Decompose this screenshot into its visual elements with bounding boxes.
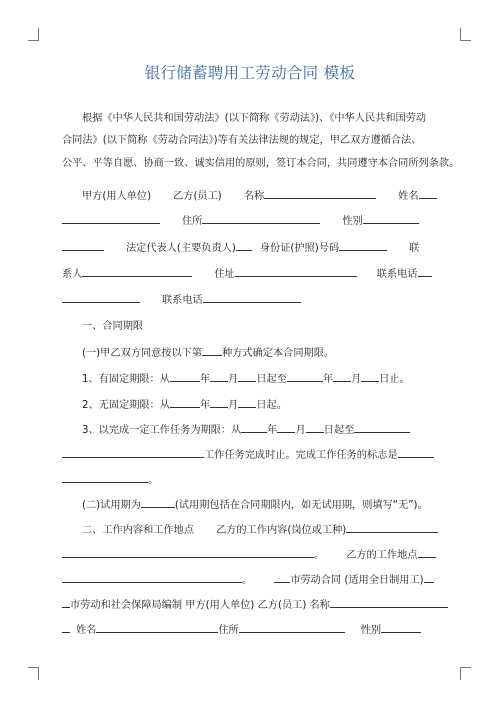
- full-name-label: 姓名: [398, 191, 419, 202]
- party-b-label: 乙方(员工): [173, 191, 222, 202]
- year-label: 年: [199, 374, 211, 385]
- period-mark-2: 。: [314, 550, 325, 561]
- term-open: [82, 397, 462, 413]
- contact-label-b: 系人: [62, 269, 83, 280]
- contact-blank[interactable]: [82, 266, 192, 277]
- phone-label-1: 联系电话: [376, 269, 418, 280]
- footer-row-2: [62, 597, 442, 613]
- footer-compiler-label: 市劳动和社会保障局编制 甲方(用人单位) 乙方(员工) 名称: [70, 600, 330, 611]
- footer-row-1: [62, 572, 442, 588]
- preamble-line-2: 合同法》(以下简称《劳动合同法》)等有关法律法规的规定，甲乙双方遵循合法、: [62, 135, 422, 146]
- day-from-label-2: 日起至: [323, 425, 355, 436]
- footer-gender-label: 性别: [360, 625, 382, 636]
- blank-1[interactable]: [62, 213, 160, 224]
- name-blank[interactable]: [264, 188, 376, 199]
- party-row-5: [62, 292, 442, 308]
- task-day-blank[interactable]: [306, 422, 324, 433]
- phone-blank-2[interactable]: [203, 292, 301, 303]
- trial-period: [82, 497, 462, 513]
- month-label: 月: [228, 374, 239, 385]
- legal-rep-label: 法定代表人(主要负责人): [126, 243, 236, 254]
- period-mark: 。: [148, 475, 159, 486]
- task-completion: [62, 447, 442, 463]
- year-label-4: 年: [267, 425, 278, 436]
- residence-label: 住所: [182, 216, 203, 227]
- section-2-heading: 二、工作内容和工作地点: [82, 525, 195, 536]
- term-intro: [82, 345, 462, 361]
- trial-note: (试用期包括在合同期限内，如无试用期，则填写“无”)。: [174, 500, 428, 511]
- fixed-day-blank[interactable]: [238, 371, 256, 382]
- address-blank[interactable]: [235, 266, 357, 277]
- day-end-label: 日止。: [379, 374, 410, 385]
- task-sign-line: [62, 472, 442, 488]
- work-content-blank[interactable]: [346, 522, 438, 533]
- trial-blank[interactable]: [141, 497, 175, 508]
- period-mark-3: 。: [242, 575, 253, 586]
- residence-blank[interactable]: [202, 213, 320, 224]
- id-number-blank[interactable]: [339, 240, 387, 251]
- crop-mark-bottom-left: [28, 667, 39, 680]
- contact-label-a: 联: [409, 243, 420, 254]
- gender-label: 性别: [342, 216, 363, 227]
- phone-label-2: 联系电话: [162, 295, 203, 306]
- contract-type-label: 市劳动合同 (适用全日制用工): [290, 575, 424, 586]
- section-2-row: [82, 522, 462, 538]
- party-a-label: 甲方(用人单位): [82, 191, 152, 202]
- term-intro-b: 种方式确定本合同期限。: [222, 348, 335, 359]
- task-sign-blank[interactable]: [398, 447, 434, 458]
- task-year-blank[interactable]: [241, 422, 267, 433]
- work-content-blank-2[interactable]: [62, 547, 314, 558]
- task-completion-blank[interactable]: [62, 447, 204, 458]
- crop-mark-top-right: [460, 28, 471, 41]
- task-sign-blank-2[interactable]: [62, 472, 148, 483]
- preamble-line-3: 公平、平等自愿、协商一致、诚实信用的原则，签订本合同，共同遵守本合同所列条款。: [62, 158, 460, 169]
- fixed-label: 1、有固定期限：从: [82, 374, 170, 385]
- month-label-4: 月: [295, 425, 306, 436]
- footer-full-name-blank[interactable]: [96, 622, 218, 633]
- work-place-blank[interactable]: [418, 547, 436, 558]
- legal-rep-blank[interactable]: [236, 240, 252, 251]
- footer-blank[interactable]: [424, 572, 434, 583]
- task-end-blank[interactable]: [354, 422, 410, 433]
- footer-city-blank[interactable]: [62, 597, 70, 608]
- party-row-4: [62, 266, 442, 282]
- open-end-label: 日起。: [256, 400, 287, 411]
- name-label: 名称: [243, 191, 265, 202]
- term-task: [82, 422, 462, 438]
- open-month-blank[interactable]: [210, 397, 228, 408]
- blank-3[interactable]: [62, 292, 140, 303]
- footer-row-3: [62, 622, 442, 638]
- trial-label: (二)试用期为: [82, 500, 141, 511]
- footer-gender-blank[interactable]: [381, 622, 421, 633]
- task-completion-label: 工作任务完成时止。完成工作任务的标志是: [204, 450, 398, 461]
- full-name-blank[interactable]: [419, 188, 437, 199]
- section-1-heading: 一、合同期限: [82, 321, 144, 332]
- month-label-3: 月: [228, 400, 239, 411]
- term-intro-a: (一)甲乙双方同意按以下第: [82, 348, 203, 359]
- gender-blank[interactable]: [363, 213, 419, 224]
- party-row-3: [62, 240, 442, 256]
- work-place-blank-2[interactable]: [62, 572, 242, 583]
- task-month-blank[interactable]: [277, 422, 295, 433]
- work-content-label: 乙方的工作内容(岗位或工种): [216, 525, 347, 536]
- fixed-end-day-blank[interactable]: [361, 371, 379, 382]
- day-from-label: 日起至: [256, 374, 287, 385]
- crop-mark-top-left: [28, 28, 39, 41]
- task-label: 3、以完成一定工作任务为期限：从: [82, 425, 242, 436]
- term-fixed: [82, 371, 462, 387]
- open-day-blank[interactable]: [238, 397, 256, 408]
- footer-residence-blank[interactable]: [239, 622, 345, 633]
- term-option-blank[interactable]: [202, 345, 222, 356]
- party-row-2: [62, 213, 442, 229]
- blank-2[interactable]: [62, 240, 104, 251]
- document-title: 银行储蓄聘用工劳动合同 模板: [144, 64, 356, 82]
- fixed-end-year-blank[interactable]: [287, 371, 323, 382]
- fixed-month-blank[interactable]: [210, 371, 228, 382]
- footer-lead-blank[interactable]: [62, 622, 70, 633]
- work-place-row: [62, 547, 442, 563]
- preamble-line-1: 根据《中华人民共和国劳动法》(以下简称《劳动法》)、《中华人民共和国劳动: [82, 113, 427, 124]
- year-label-3: 年: [199, 400, 211, 411]
- month-label-2: 月: [351, 374, 362, 385]
- city-blank[interactable]: [274, 572, 290, 583]
- party-row-1: [82, 188, 462, 204]
- address-label: 住址: [214, 269, 235, 280]
- footer-residence-label: 住所: [218, 625, 239, 636]
- work-place-label: 乙方的工作地点: [346, 550, 418, 561]
- footer-name-blank[interactable]: [330, 597, 448, 608]
- open-label: 2、无固定期限：从: [82, 400, 170, 411]
- crop-mark-bottom-right: [460, 667, 471, 680]
- footer-full-name-label: 姓名: [76, 625, 97, 636]
- phone-blank-1[interactable]: [418, 266, 432, 277]
- fixed-end-month-blank[interactable]: [333, 371, 351, 382]
- open-year-blank[interactable]: [170, 397, 200, 408]
- fixed-year-blank[interactable]: [170, 371, 200, 382]
- year-label-2: 年: [322, 374, 334, 385]
- id-number-label: 身份证(护照)号码: [259, 243, 340, 254]
